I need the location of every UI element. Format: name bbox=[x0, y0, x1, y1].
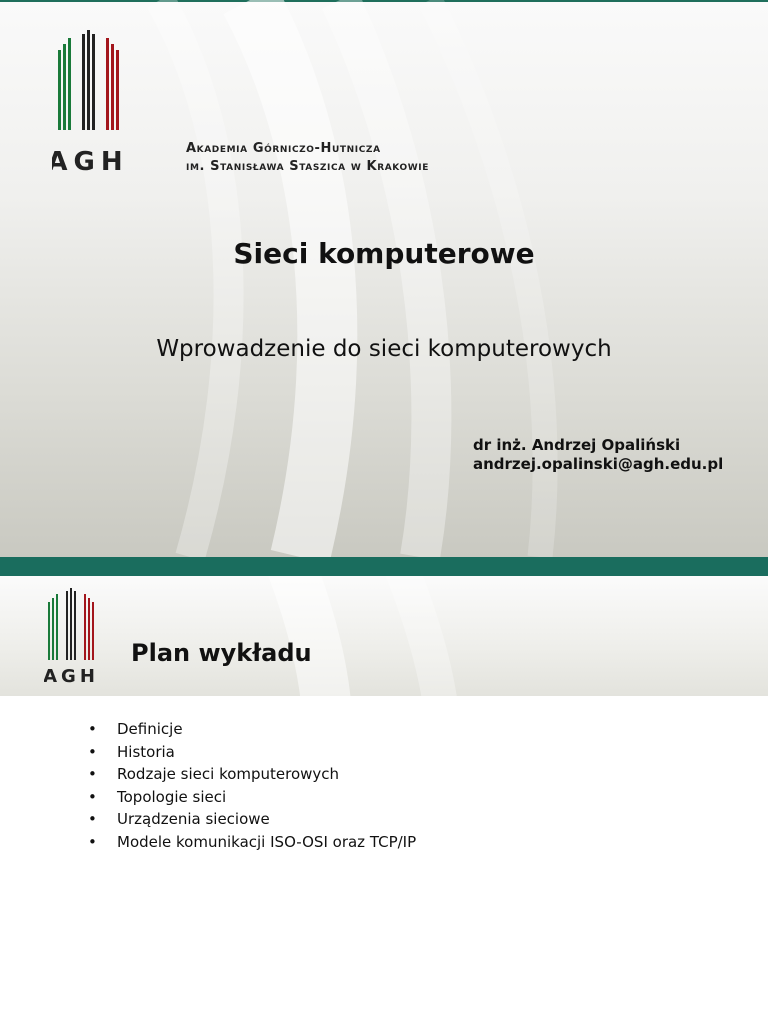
slide-title: Sieci komputerowe bbox=[233, 237, 535, 270]
agenda-header bbox=[0, 576, 768, 696]
list-item bbox=[88, 831, 416, 854]
list-item-text: Rodzaje sieci komputerowych bbox=[117, 765, 340, 783]
list-item-text: Modele komunikacji ISO-OSI oraz TCP/IP bbox=[117, 832, 417, 851]
bullet-icon: • bbox=[88, 765, 97, 783]
agenda-title: Plan wykładu bbox=[131, 639, 312, 667]
university-name bbox=[186, 140, 429, 176]
list-item bbox=[88, 741, 416, 764]
logo-text-small: AGH bbox=[44, 666, 99, 686]
list-item bbox=[88, 718, 416, 741]
agh-logo bbox=[52, 30, 132, 179]
bullet-icon: • bbox=[88, 810, 97, 828]
agh-logo-small bbox=[44, 588, 104, 690]
list-item-text: Definicje bbox=[117, 720, 183, 738]
bullet-icon: • bbox=[88, 720, 97, 738]
university-line1: Akademia Górniczo-Hutnicza bbox=[186, 141, 381, 156]
agh-logo-small-icon bbox=[44, 588, 104, 686]
author-block bbox=[473, 436, 723, 474]
author-name: dr inż. Andrzej Opaliński bbox=[473, 436, 681, 454]
bullet-icon: • bbox=[88, 832, 97, 851]
list-item-text: Urządzenia sieciowe bbox=[117, 810, 270, 828]
university-line2: im. Stanisława Staszica w Krakowie bbox=[186, 159, 429, 174]
slide-subtitle: Wprowadzenie do sieci komputerowych bbox=[156, 336, 612, 362]
agenda-slide bbox=[0, 576, 768, 1024]
list-item bbox=[88, 786, 416, 809]
bullet-icon: • bbox=[88, 787, 97, 806]
slide-separator-bar bbox=[0, 557, 768, 576]
list-item-text: Historia bbox=[117, 742, 175, 761]
list-item bbox=[88, 808, 416, 831]
bullet-icon: • bbox=[88, 742, 97, 761]
list-item bbox=[88, 763, 416, 786]
agenda-list bbox=[88, 718, 416, 853]
author-email: andrzej.opalinski@agh.edu.pl bbox=[473, 455, 724, 473]
agh-logo-icon bbox=[52, 30, 132, 175]
list-item-text: Topologie sieci bbox=[117, 787, 227, 806]
header-swirl bbox=[0, 576, 768, 696]
logo-text: AGH bbox=[52, 147, 129, 175]
